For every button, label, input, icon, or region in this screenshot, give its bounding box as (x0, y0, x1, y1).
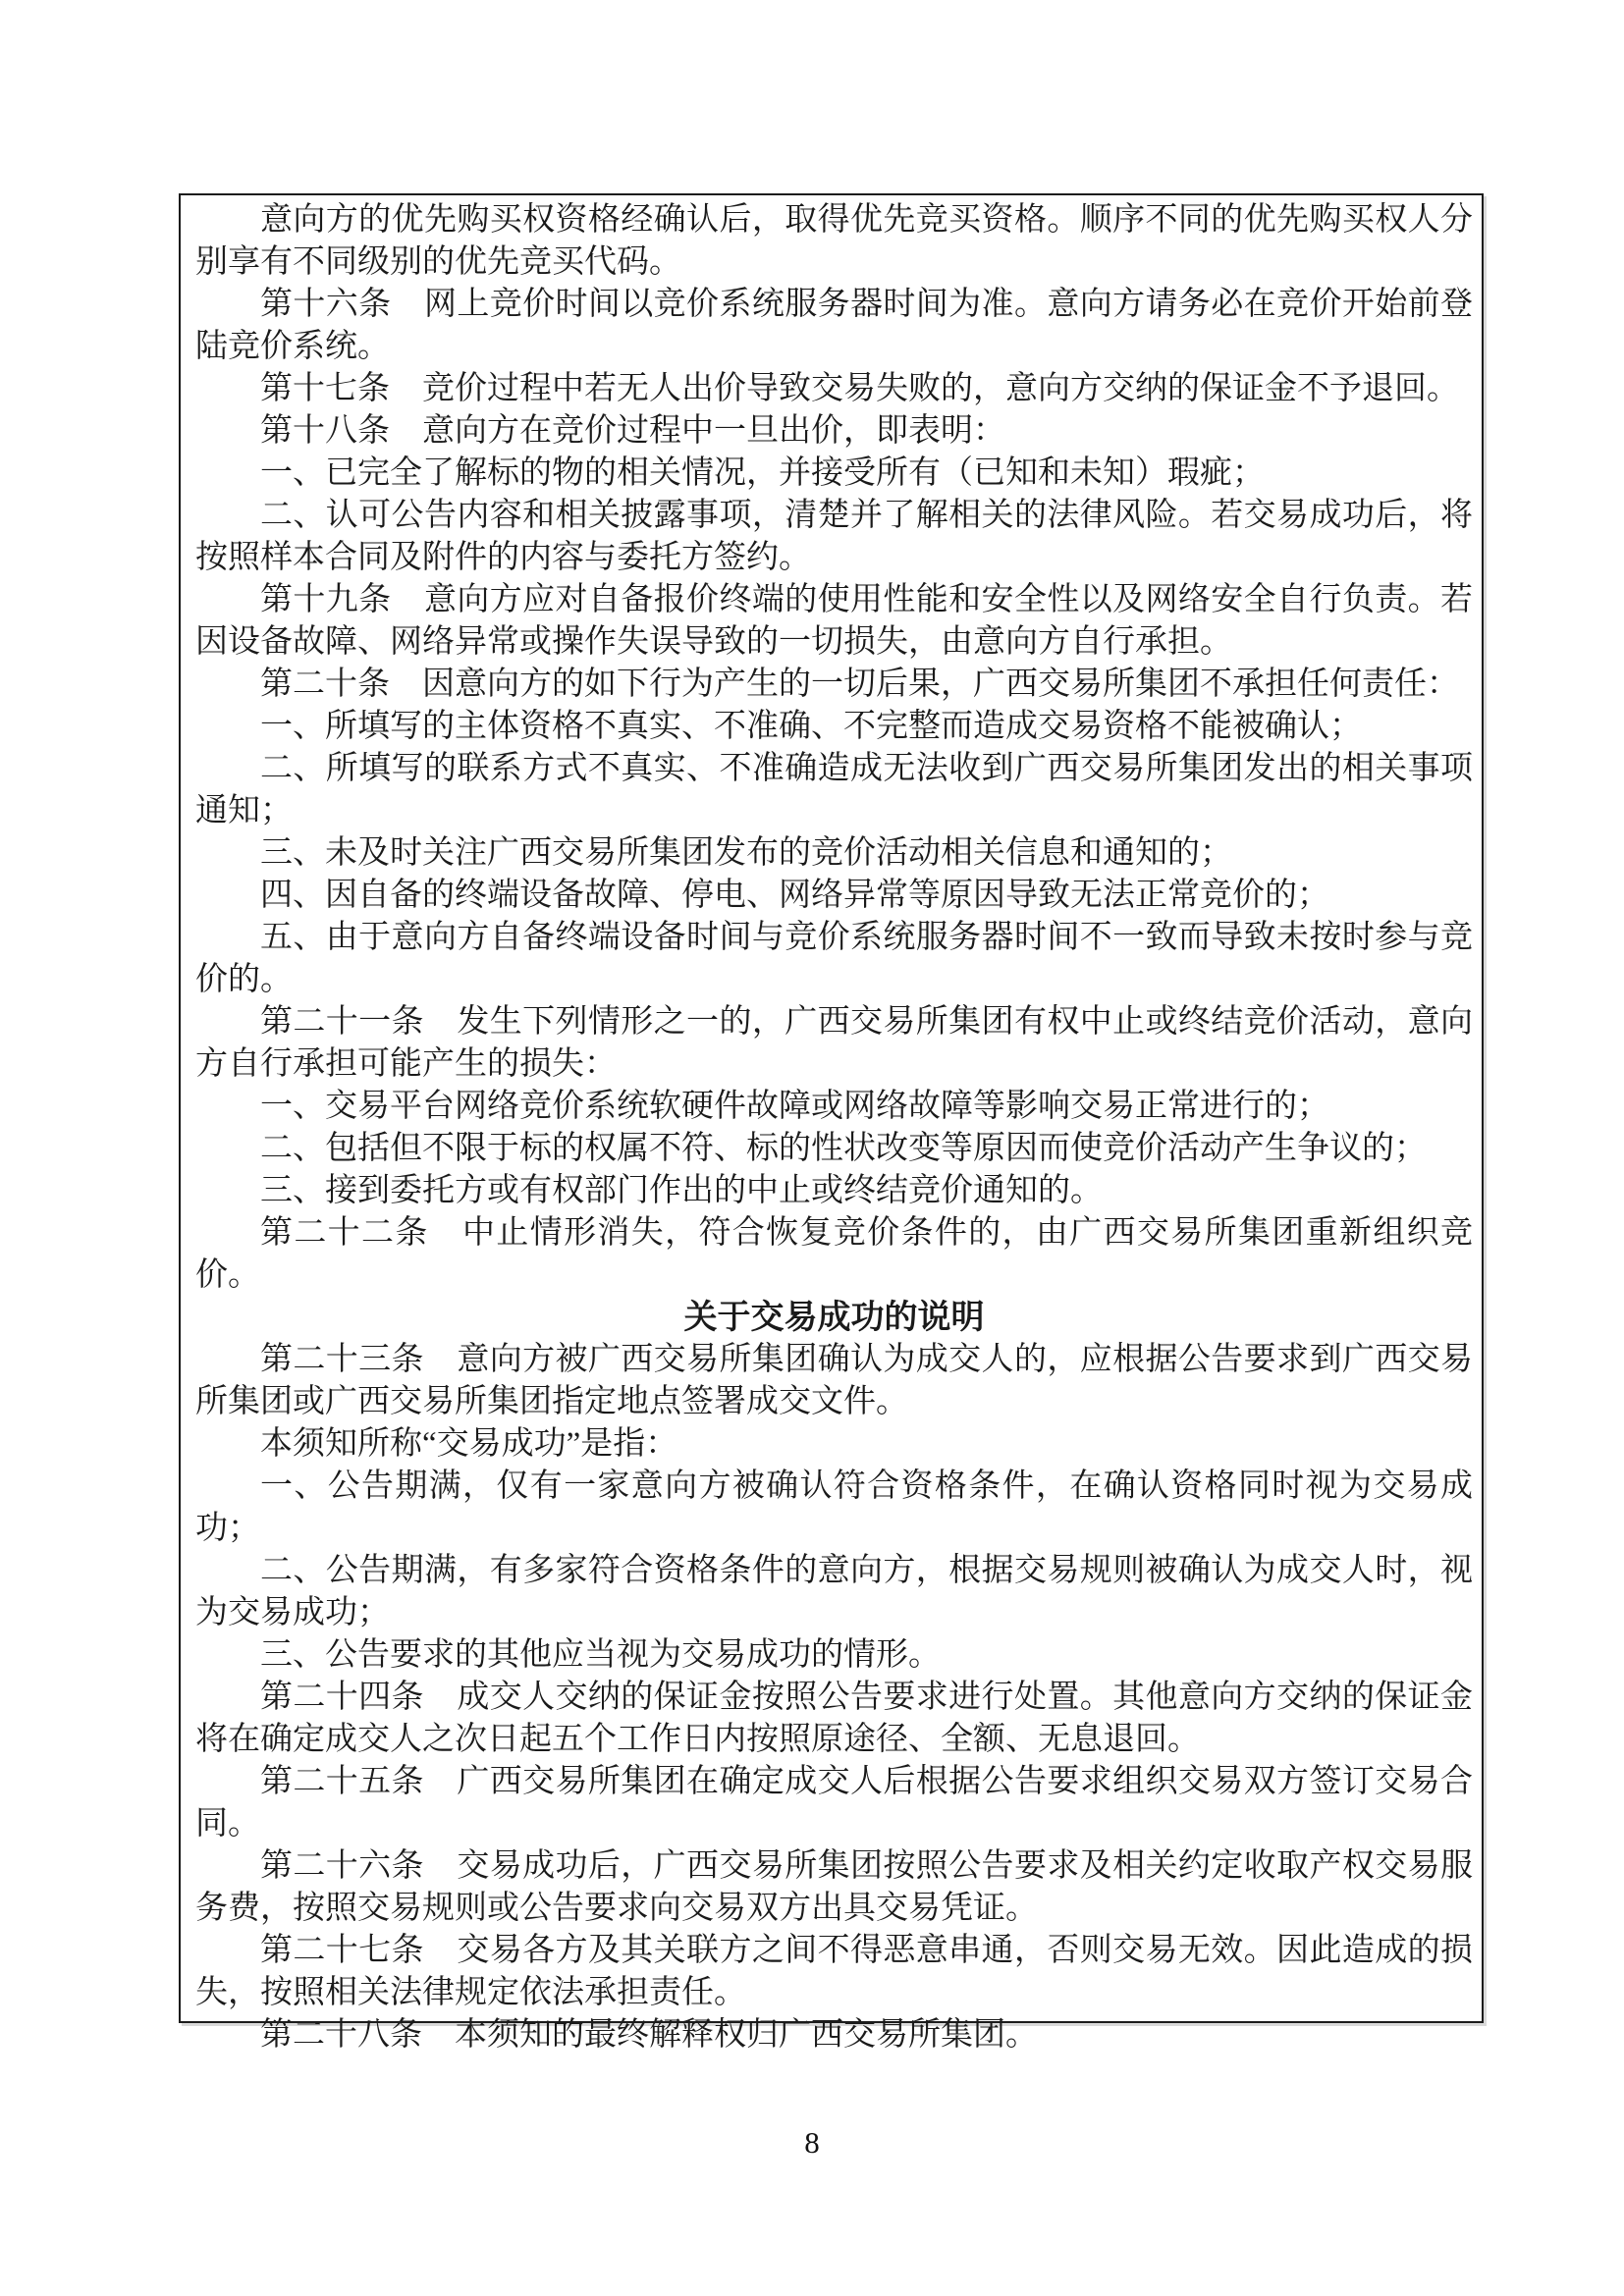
paragraph-18: 第二十二条 中止情形消失，符合恢复竞价条件的，由广西交易所集团重新组织竞价。 (195, 1215, 1473, 1293)
paragraph-3: 第十七条 竞价过程中若无人出价导致交易失败的，意向方交纳的保证金不予退回。 (260, 371, 1459, 406)
paragraph-17: 三、接到委托方或有权部门作出的中止或终结竞价通知的。 (260, 1173, 1103, 1208)
paragraph-1: 意向方的优先购买权资格经确认后，取得优先竞买资格。顺序不同的优先购买权人分别享有不同级别的优先竞买代码。 (195, 202, 1473, 280)
paragraph-24: 三、公告要求的其他应当视为交易成功的情形。 (260, 1637, 941, 1673)
paragraph-23: 二、公告期满，有多家符合资格条件的意向方，根据交易规则被确认为成交人时，视为交易成功； (195, 1553, 1473, 1630)
paragraph-4: 第十八条 意向方在竞价过程中一旦出价，即表明： (260, 413, 1005, 449)
paragraph-14: 第二十一条 发生下列情形之一的，广西交易所集团有权中止或终结竞价活动，意向方自行承担可能产生的损失： (195, 1004, 1473, 1082)
document-paragraphs (195, 199, 1473, 2056)
document-border-box (179, 193, 1484, 2053)
paragraph-25: 第二十四条 成交人交纳的保证金按照公告要求进行处置。其他意向方交纳的保证金将在确定成交人之次日起五个工作日内按照原途径、全额、无息退回。 (195, 1680, 1473, 1757)
paragraph-22: 一、公告期满，仅有一家意向方被确认符合资格条件，在确认资格同时视为交易成功； (195, 1468, 1473, 1546)
paragraph-29: 第二十八条 本须知的最终解释权归广西交易所集团。 (260, 2017, 1038, 2053)
paragraph-20: 第二十三条 意向方被广西交易所集团确认为成交人的，应根据公告要求到广西交易所集团或广西交易所集团指定地点签署成交文件。 (195, 1342, 1473, 1419)
paragraph-11: 三、未及时关注广西交易所集团发布的竞价活动相关信息和通知的； (260, 835, 1232, 871)
paragraph-15: 一、交易平台网络竞价系统软硬件故障或网络故障等影响交易正常进行的； (260, 1089, 1329, 1124)
section-heading: 关于交易成功的说明 (683, 1299, 985, 1336)
paragraph-12: 四、因自备的终端设备故障、停电、网络异常等原因导致无法正常竞价的； (260, 878, 1329, 913)
paragraph-6: 二、认可公告内容和相关披露事项，清楚并了解相关的法律风险。若交易成功后，将按照样本合同及附件的内容与委托方签约。 (195, 498, 1473, 575)
paragraph-28: 第二十七条 交易各方及其关联方之间不得恶意串通，否则交易无效。因此造成的损失，按照相关法律规定依法承担责任。 (195, 1933, 1473, 2010)
paragraph-21: 本须知所称“交易成功”是指： (260, 1426, 678, 1462)
paragraph-9: 一、所填写的主体资格不真实、不准确、不完整而造成交易资格不能被确认； (260, 709, 1362, 744)
paragraph-7: 第十九条 意向方应对自备报价终端的使用性能和安全性以及网络安全自行负责。若因设备故障、网络异常或操作失误导致的一切损失，由意向方自行承担。 (195, 582, 1473, 660)
paragraph-10: 二、所填写的联系方式不真实、不准确造成无法收到广西交易所集团发出的相关事项通知； (195, 751, 1473, 828)
paragraph-13: 五、由于意向方自备终端设备时间与竞价系统服务器时间不一致而导致未按时参与竞价的。 (195, 920, 1473, 997)
page-number: 8 (804, 2125, 820, 2160)
paragraph-16: 二、包括但不限于标的权属不符、标的性状改变等原因而使竞价活动产生争议的； (260, 1131, 1427, 1166)
paragraph-26: 第二十五条 广西交易所集团在确定成交人后根据公告要求组织交易双方签订交易合同。 (195, 1764, 1473, 1842)
paragraph-27: 第二十六条 交易成功后，广西交易所集团按照公告要求及相关约定收取产权交易服务费，按照交易规则或公告要求向交易双方出具交易凭证。 (195, 1848, 1473, 1926)
paragraph-5: 一、已完全了解标的物的相关情况，并接受所有（已知和未知）瑕疵； (260, 455, 1265, 491)
paragraph-2: 第十六条 网上竞价时间以竞价系统服务器时间为准。意向方请务必在竞价开始前登陆竞价系统。 (195, 287, 1473, 364)
paragraph-8: 第二十条 因意向方的如下行为产生的一切后果，广西交易所集团不承担任何责任： (260, 667, 1459, 702)
